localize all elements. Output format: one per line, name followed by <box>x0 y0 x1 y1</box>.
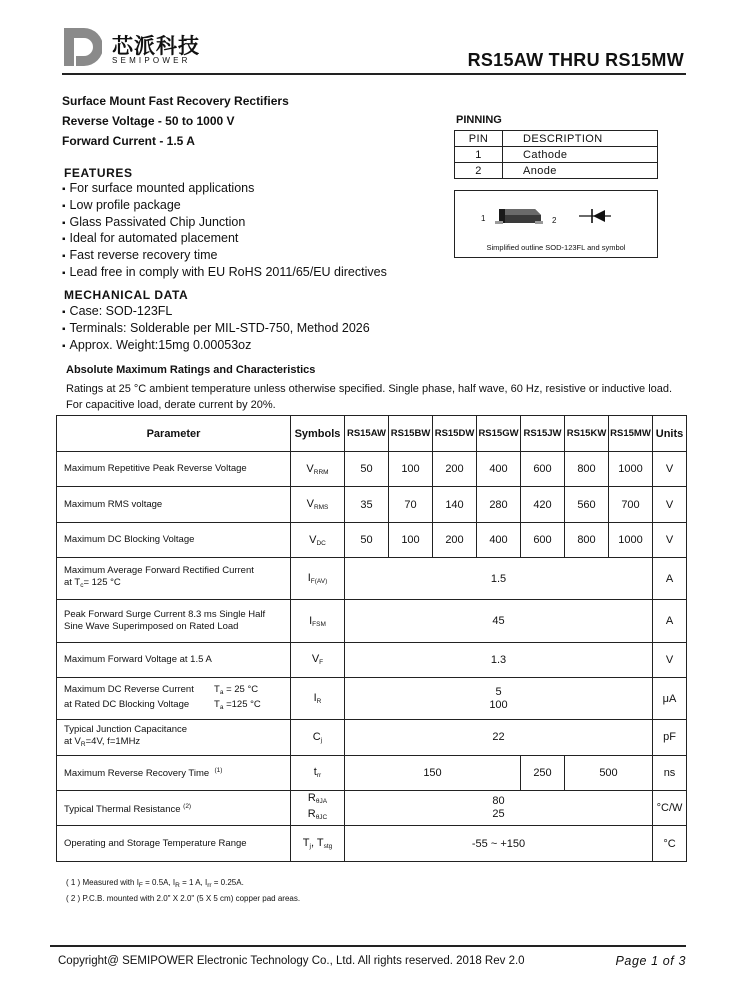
value-cell: 200 <box>433 452 477 487</box>
symbol-cell: $I_{F(AV)}$ <box>291 558 345 600</box>
unit-cell: μA <box>653 678 687 720</box>
param-cell: Maximum Repetitive Peak Reverse Voltage <box>57 452 291 487</box>
mechanical-item: ▪ Terminals: Solderable per MIL-STD-750, Method 2026 <box>62 321 370 338</box>
value-cell: 22 <box>345 720 653 755</box>
param-cell: Maximum Average Forward Rectified Current at $T_c= 125$ °C <box>57 558 291 600</box>
value-cell: 1000 <box>609 522 653 557</box>
parameter-header: Parameter <box>57 416 291 452</box>
footnotes <box>66 876 300 905</box>
pin-number: 2 <box>455 163 503 179</box>
unit-cell: °C/W <box>653 791 687 826</box>
units-header: Units <box>653 416 687 452</box>
pin-number: 1 <box>455 147 503 163</box>
table-row <box>57 678 687 720</box>
header-divider <box>62 73 686 75</box>
param-cell: Maximum DC Blocking Voltage <box>57 522 291 557</box>
footnote-2: ( 2 ) P.C.B. mounted with 2.0" X 2.0" (5 X 5 cm) copper pad areas. <box>66 894 301 903</box>
copyright-text: Copyright@ SEMIPOWER Electronic Technology Co., Ltd. All rights reserved. 2018 Rev 2.0 <box>58 955 525 967</box>
value-cell: 5 100 <box>345 678 653 720</box>
feature-item: ▪ Lead free in comply with EU RoHS 2011/65/EU directives <box>62 265 387 282</box>
part-header: RS15JW <box>521 416 565 452</box>
value-cell: 700 <box>609 487 653 522</box>
param-cell: Typical Thermal Resistance $^{(2)}$ <box>57 791 291 826</box>
feature-item: ▪ Fast reverse recovery time <box>62 248 387 265</box>
value-cell: 70 <box>389 487 433 522</box>
page-number: Page 1 of 3 <box>615 954 686 968</box>
table-row <box>57 791 687 826</box>
ratings-heading: Absolute Maximum Ratings and Characteristics <box>66 364 316 376</box>
part-header: RS15GW <box>477 416 521 452</box>
unit-cell: A <box>653 600 687 642</box>
part-header: RS15AW <box>345 416 389 452</box>
value-cell: -55 ~ +150 <box>345 826 653 862</box>
value-cell: 1.3 <box>345 642 653 677</box>
unit-cell: V <box>653 487 687 522</box>
value-cell: 45 <box>345 600 653 642</box>
param-cell: Peak Forward Surge Current 8.3 ms Single Half Sine Wave Superimposed on Rated Load <box>57 600 291 642</box>
param-cell: Typical Junction Capacitance at $V_R=4V$, f=1MHz <box>57 720 291 755</box>
footnote-1: ( 1 ) Measured with $I_F = 0.5A$, $I_R = 1$ A, $I_{rr} = 0.25A$. <box>66 878 244 889</box>
value-cell: 500 <box>565 755 653 790</box>
pin-header: PIN <box>455 131 503 147</box>
value-cell: 800 <box>565 452 609 487</box>
symbol-cell: $T_j$, $T_{stg}$ <box>291 826 345 862</box>
value-cell: 280 <box>477 487 521 522</box>
company-logo-icon <box>62 26 102 68</box>
pad-label: 1 <box>481 214 486 223</box>
feature-item: ▪ Low profile package <box>62 198 387 215</box>
value-cell: 140 <box>433 487 477 522</box>
mechanical-data-heading: MECHANICAL DATA <box>64 288 189 302</box>
table-row <box>455 163 658 179</box>
param-cell: Operating and Storage Temperature Range <box>57 826 291 862</box>
param-cell: Maximum Forward Voltage at 1.5 A <box>57 642 291 677</box>
value-cell: 1000 <box>609 452 653 487</box>
param-cell: Maximum DC Reverse Current $T_a = 25$ °C at Rated DC Blocking Voltage $T_a =125$ °C <box>57 678 291 720</box>
pinning-table <box>454 130 658 179</box>
logo-english-name: SEMIPOWER <box>112 56 191 65</box>
pin-description: Anode <box>503 163 658 179</box>
value-cell: 800 <box>565 522 609 557</box>
unit-cell: V <box>653 452 687 487</box>
value-cell: 400 <box>477 522 521 557</box>
table-row <box>57 826 687 862</box>
description-header: DESCRIPTION <box>503 131 658 147</box>
part-header: RS15KW <box>565 416 609 452</box>
symbol-cell: $R_{\theta JA}$ $R_{\theta JC}$ <box>291 791 345 826</box>
value-cell: 560 <box>565 487 609 522</box>
logo-chinese-name: 芯派科技 <box>112 34 200 58</box>
outline-caption: Simplified outline SOD-123FL and symbol <box>486 243 626 252</box>
param-cell: Maximum Reverse Recovery Time $^{(1)}$ <box>57 755 291 790</box>
symbol-cell: $V_{DC}$ <box>291 522 345 557</box>
symbol-cell: $V_{RRM}$ <box>291 452 345 487</box>
value-cell: 600 <box>521 522 565 557</box>
product-summary-line: Surface Mount Fast Recovery Rectifiers <box>62 94 289 108</box>
value-cell: 600 <box>521 452 565 487</box>
value-cell: 1.5 <box>345 558 653 600</box>
table-row <box>57 558 687 600</box>
value-cell: 420 <box>521 487 565 522</box>
ratings-table <box>56 415 687 862</box>
feature-item: ▪ Glass Passivated Chip Junction <box>62 215 387 232</box>
pinning-heading: PINNING <box>456 114 502 126</box>
footer-divider <box>50 945 686 947</box>
unit-cell: V <box>653 642 687 677</box>
symbol-cell: $I_R$ <box>291 678 345 720</box>
value-cell: 100 <box>389 452 433 487</box>
table-row <box>57 755 687 790</box>
symbol-cell: $V_{RMS}$ <box>291 487 345 522</box>
symbols-header: Symbols <box>291 416 345 452</box>
symbol-cell: $V_F$ <box>291 642 345 677</box>
table-row <box>57 452 687 487</box>
diode-symbol-icon <box>455 191 659 241</box>
unit-cell: V <box>653 522 687 557</box>
table-header-row <box>57 416 687 452</box>
value-cell: 200 <box>433 522 477 557</box>
part-header: RS15DW <box>433 416 477 452</box>
table-row <box>57 522 687 557</box>
pin-description: Cathode <box>503 147 658 163</box>
mechanical-data-list <box>62 304 370 354</box>
value-cell: 35 <box>345 487 389 522</box>
unit-cell: A <box>653 558 687 600</box>
unit-cell: pF <box>653 720 687 755</box>
value-cell: 50 <box>345 452 389 487</box>
value-cell: 400 <box>477 452 521 487</box>
ratings-note-line: For capacitive load, derate current by 20%. <box>66 399 276 411</box>
table-row <box>57 720 687 755</box>
value-cell: 150 <box>345 755 521 790</box>
document-title: RS15AW THRU RS15MW <box>467 50 684 70</box>
reverse-voltage-line: Reverse Voltage - 50 to 1000 V <box>62 114 235 128</box>
symbol-cell: $t_{rr}$ <box>291 755 345 790</box>
table-row <box>57 487 687 522</box>
symbol-cell: $I_{FSM}$ <box>291 600 345 642</box>
unit-cell: °C <box>653 826 687 862</box>
features-heading: FEATURES <box>64 166 133 180</box>
feature-item: ▪ Ideal for automated placement <box>62 231 387 248</box>
value-cell: 100 <box>389 522 433 557</box>
mechanical-item: ▪ Case: SOD-123FL <box>62 304 370 321</box>
mechanical-item: ▪ Approx. Weight:15mg 0.00053oz <box>62 338 370 355</box>
param-cell: Maximum RMS voltage <box>57 487 291 522</box>
table-row <box>57 642 687 677</box>
ratings-note <box>66 381 706 413</box>
value-cell: 250 <box>521 755 565 790</box>
table-row <box>57 600 687 642</box>
ratings-note-line: Ratings at 25 °C ambient temperature unless otherwise specified. Single phase, half wave, 60 Hz, resistive or inductive load. <box>66 383 673 395</box>
unit-cell: ns <box>653 755 687 790</box>
part-header: RS15BW <box>389 416 433 452</box>
symbol-cell: $C_j$ <box>291 720 345 755</box>
part-header: RS15MW <box>609 416 653 452</box>
pad-label: 2 <box>552 216 557 225</box>
features-list <box>62 181 387 282</box>
table-row <box>455 131 658 147</box>
forward-current-line: Forward Current - 1.5 A <box>62 134 195 148</box>
feature-item: ▪ For surface mounted applications <box>62 181 387 198</box>
value-cell: 50 <box>345 522 389 557</box>
value-cell: 80 25 <box>345 791 653 826</box>
table-row <box>455 147 658 163</box>
